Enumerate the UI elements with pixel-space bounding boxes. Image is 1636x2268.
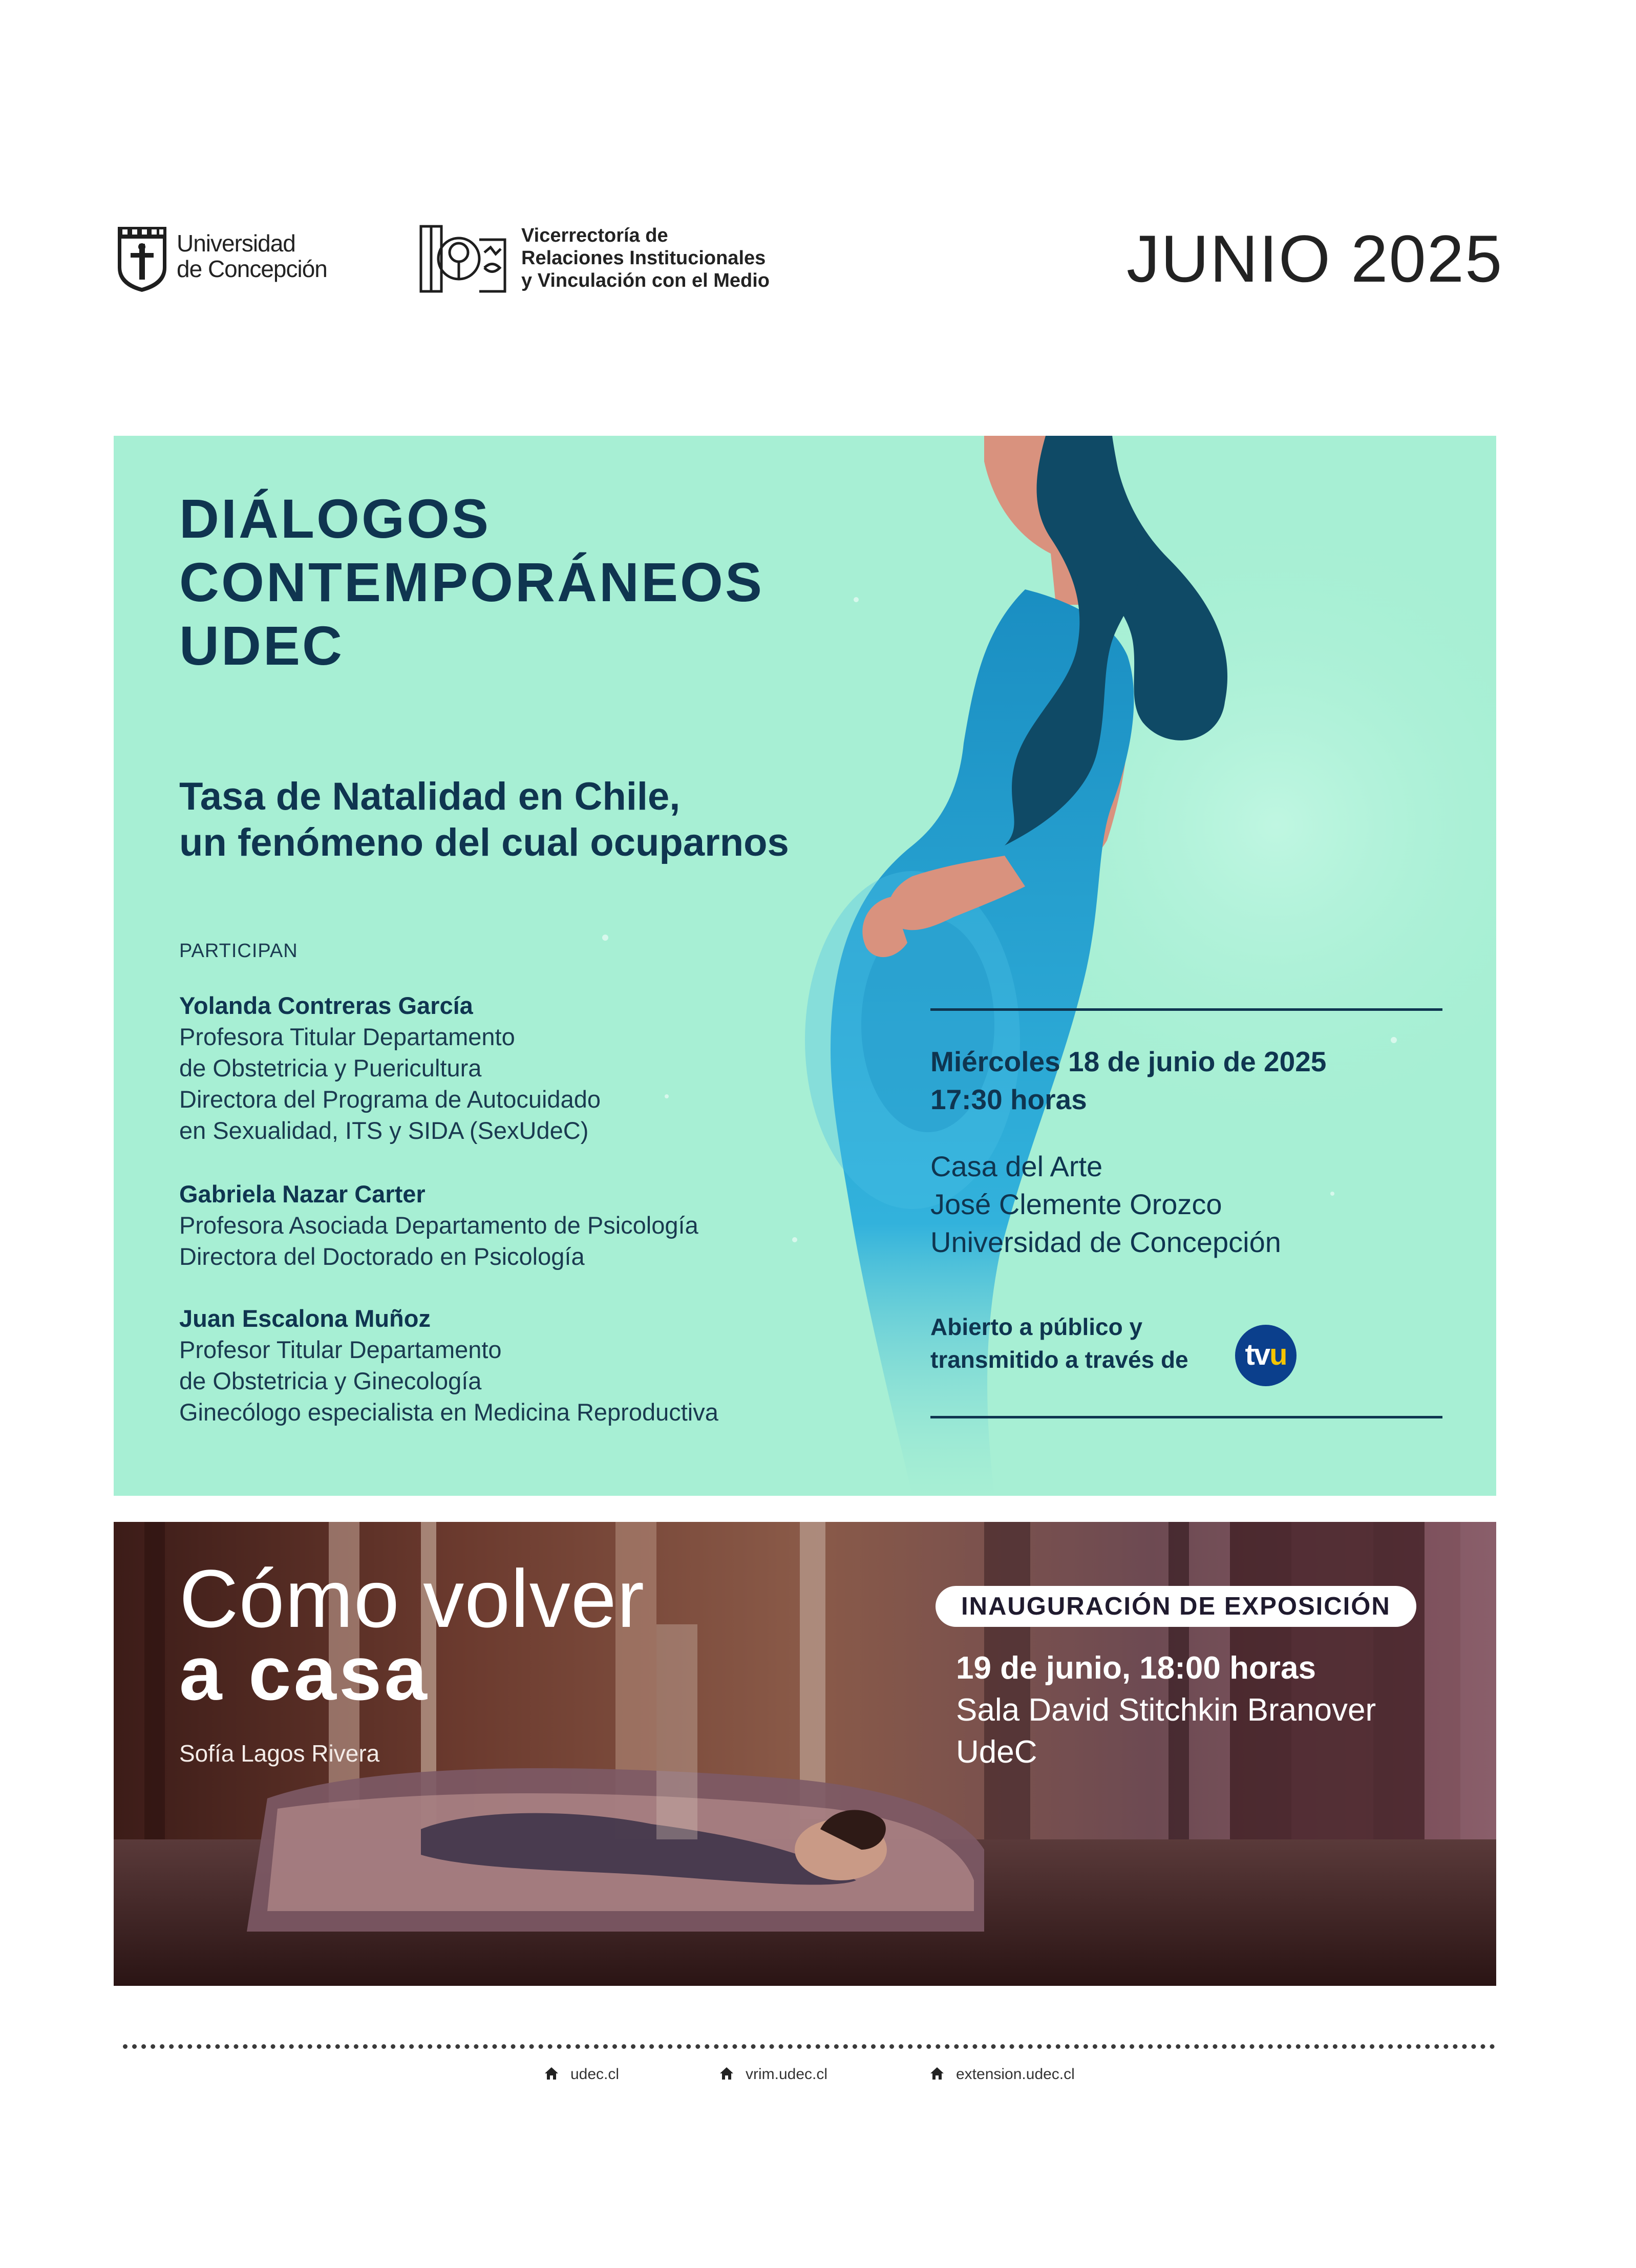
tvu-logo-tv: tv [1245, 1338, 1270, 1371]
broadcast-line: Abierto a público y [930, 1313, 1143, 1340]
broadcast-line: transmitido a través de [930, 1346, 1188, 1373]
dialogos-title-line-1: DIÁLOGOS [179, 487, 491, 549]
exposicion-panel [114, 1522, 1496, 1986]
participant-block [179, 990, 601, 1146]
footer-link-label: udec.cl [570, 2066, 620, 2083]
participant-role-line: de Obstetricia y Puericultura [179, 1054, 482, 1082]
participant-name: Yolanda Contreras García [179, 992, 473, 1019]
footer-link-label: extension.udec.cl [956, 2066, 1075, 2083]
udec-name-line-1: Universidad [177, 230, 295, 257]
participant-role-line: Profesora Asociada Departamento de Psicología [179, 1212, 698, 1239]
home-icon [544, 2066, 559, 2081]
participant-name: Gabriela Nazar Carter [179, 1180, 426, 1207]
exposicion-title [179, 1553, 645, 1716]
exposicion-venue-line-2: UdeC [956, 1734, 1037, 1770]
event-venue-line: Casa del Arte [930, 1150, 1103, 1182]
footer-dotted-divider [123, 2044, 1495, 2049]
dialogos-subtitle-line-1: Tasa de Natalidad en Chile, [179, 775, 681, 818]
exposicion-datetime: 19 de junio, 18:00 horas [956, 1650, 1316, 1686]
event-venue [930, 1148, 1281, 1261]
footer-link-label: vrim.udec.cl [746, 2066, 828, 2083]
home-icon [719, 2066, 734, 2081]
participant-role-line: Directora del Doctorado en Psicología [179, 1243, 585, 1270]
dialogos-subtitle-line-2: un fenómeno del cual ocuparnos [179, 821, 789, 864]
footer-link-udec[interactable] [544, 2066, 619, 2083]
tvu-logo-icon [1235, 1325, 1297, 1386]
dialogos-subtitle [179, 774, 789, 866]
udec-name-line-2: de Concepción [177, 256, 327, 282]
participant-role-line: en Sexualidad, ITS y SIDA (SexUdeC) [179, 1117, 589, 1144]
exposicion-venue-line-1: Sala David Stitchkin Branover [956, 1692, 1376, 1728]
participants-label: PARTICIPAN [179, 940, 298, 962]
event-time: 17:30 horas [930, 1084, 1087, 1115]
tvu-logo-u: u [1269, 1338, 1287, 1371]
divider-top [930, 1008, 1442, 1011]
participant-role-line: Directora del Programa de Autocuidado [179, 1086, 601, 1113]
vrim-name-line-3: y Vinculación con el Medio [521, 270, 770, 291]
vrim-name-line-2: Relaciones Institucionales [521, 247, 766, 269]
home-icon [929, 2066, 945, 2081]
event-datetime [930, 1043, 1326, 1118]
event-date: Miércoles 18 de junio de 2025 [930, 1046, 1327, 1077]
participant-role-line: Profesor Titular Departamento [179, 1336, 502, 1363]
exposicion-artist: Sofía Lagos Rivera [179, 1740, 380, 1767]
vrim-name-line-1: Vicerrectoría de [521, 225, 668, 246]
dialogos-panel [114, 436, 1496, 1496]
exposicion-title-line-1: Cómo volver [179, 1553, 645, 1644]
participant-name: Juan Escalona Muñoz [179, 1305, 431, 1332]
vrim-logo [419, 224, 839, 293]
udec-name [177, 230, 327, 282]
exposicion-details [956, 1647, 1376, 1773]
event-venue-line: José Clemente Orozco [930, 1188, 1222, 1220]
dialogos-title-line-3: UDEC [179, 614, 345, 676]
udec-logo [115, 224, 330, 293]
dialogos-title [179, 487, 764, 677]
issue-date: JUNIO 2025 [1127, 221, 1503, 296]
inauguracion-badge: INAUGURACIÓN DE EXPOSICIÓN [936, 1586, 1416, 1627]
participant-role-line: de Obstetricia y Ginecología [179, 1367, 482, 1394]
exposicion-title-line-2: a casa [179, 1630, 430, 1716]
participant-role-line: Profesora Titular Departamento [179, 1023, 515, 1050]
footer-link-extension[interactable] [929, 2066, 1075, 2083]
vrim-mark-icon [419, 224, 508, 293]
dialogos-title-line-2: CONTEMPORÁNEOS [179, 551, 764, 613]
vrim-name [521, 224, 770, 292]
participant-block [179, 1178, 698, 1272]
footer-link-vrim[interactable] [719, 2066, 827, 2083]
broadcast-note [930, 1310, 1188, 1376]
divider-bottom [930, 1416, 1442, 1418]
udec-shield-icon [115, 224, 169, 293]
participant-role-line: Ginecólogo especialista en Medicina Reproductiva [179, 1398, 718, 1426]
participant-block [179, 1303, 718, 1428]
event-venue-line: Universidad de Concepción [930, 1226, 1281, 1258]
